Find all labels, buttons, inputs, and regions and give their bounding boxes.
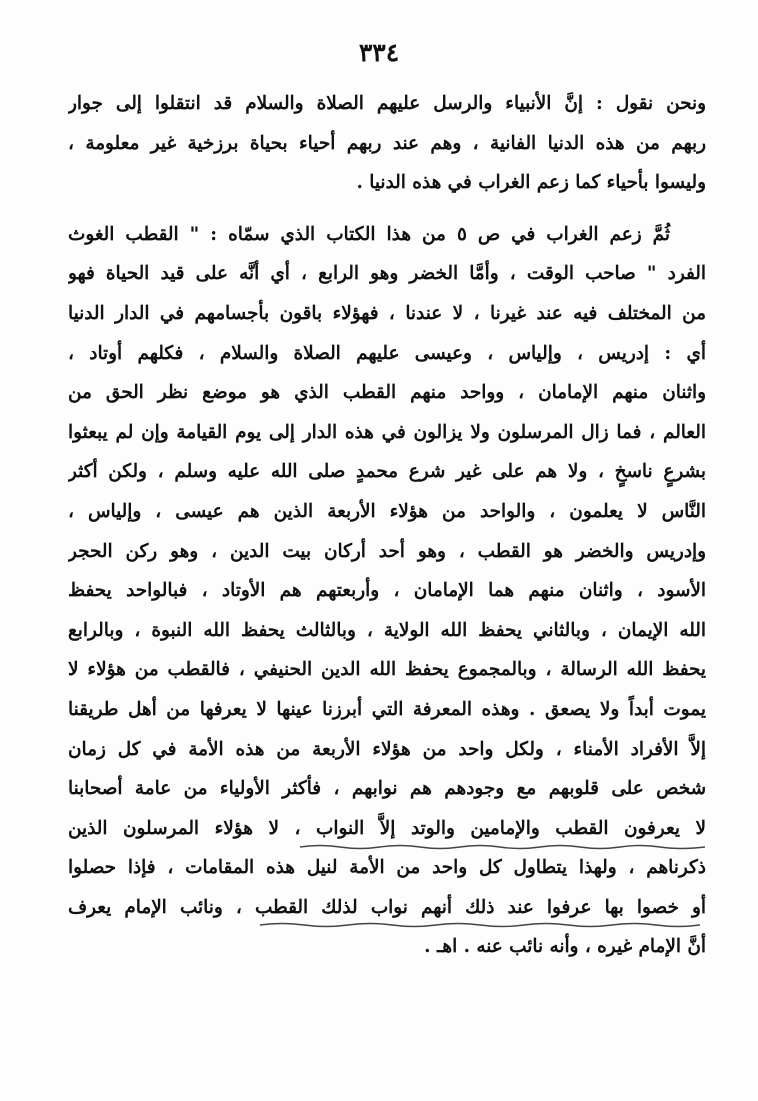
text-line: وإدريس والخضر هو القطب ، وهو أحد أركان بيت الدين ، وهو ركن الحجر [68,540,706,562]
text-line: أنَّ الإمام غيره ، وأنه نائب عنه . اهـ . [424,936,706,958]
text-line: العالم ، فما زال المرسلون ولا يزالون في هذه الدار إلى يوم القيامة وإن لم يبعثوا [68,421,706,443]
text-line: ونحن نقول : إنَّ الأنبياء والرسل عليهم الصلاة والسلام قد انتقلوا إلى جوار [68,93,706,114]
text-line: أي : إدريس ، وإلياس ، وعيسى عليهم الصلاة والسلام ، فكلهم أوتاد ، [68,342,706,364]
text-line: الأسود ، واثنان منهم هما الإمامان ، وأربعتهم هم الأوتاد ، فبالواحد يحفظ [68,580,706,602]
text-line: أو خصوا بها عرفوا عند ذلك أنهم نواب لذلك القطب ، ونائب الإمام يعرف [68,896,706,918]
text-line: ثُمَّ زعم الغراب في ص ٥ من هذا الكتاب الذي سمّاه : " القطب الغوث [68,223,670,245]
text-line: ذكرناهم ، ولهذا يتطاول كل واحد من الأمة لنيل هذه المقامات ، فإذا حصلوا [68,857,706,879]
text-line: من المختلف فيه عند غيرنا ، لا عندنا ، فهؤلاء باقون بأجسامهم في الدار الدنيا [68,302,706,324]
text-line: إلاَّ الأفراد الأمناء ، ولكل واحد من هؤلاء الأربعة من هذه الأمة في كل زمان [68,738,706,760]
text-line: يحفظ الله الرسالة ، وبالمجموع يحفظ الله الدين الحنيفي ، فالقطب من هؤلاء لا [68,659,706,681]
text-line: الفرد " صاحب الوقت ، وأمَّا الخضر وهو الرابع ، أي أنَّه على قيد الحياة فهو [68,263,706,285]
page-number: ٣٣٤ [358,38,400,67]
text-line: يموت أبداً ولا يصعق . وهذه المعرفة التي أبرزنا عينها لا يعرفها من أهل طريقنا [68,698,706,720]
text-line: لا يعرفون القطب والإمامين والوتد إلاَّ النواب ، لا هؤلاء المرسلون الذين [68,817,706,839]
text-line: واثنان منهم الإمامان ، وواحد منهم القطب الذي هو موضع نظر الحق من [68,382,706,404]
paragraph-2 [68,215,706,967]
text-line: ربهم من هذه الدنيا الفانية ، وهم عند ربهم أحياء بحياة برزخية غير معلومة ، [68,132,706,154]
text-line: الله الإيمان ، وبالثاني يحفظ الله الولاية ، وبالثالث يحفظ الله النبوة ، وبالرابع [68,619,706,641]
paragraph-1 [68,84,706,203]
body-text [68,84,706,967]
text-line: النَّاس لا يعلمون ، والواحد من هؤلاء الأربعة الذين هم عيسى ، وإلياس ، [68,500,706,522]
text-line: وليسوا بأحياء كما زعم الغراب في هذه الدنيا . [356,172,706,194]
text-line: بشرعٍ ناسخٍ ، ولا هم على غير شرع محمدٍ صلى الله عليه وسلم ، ولكن أكثر [68,461,706,483]
text-line: شخص على قلوبهم مع وجودهم هم نوابهم ، فأكثر الأولياء من عامة أصحابنا [68,778,706,800]
